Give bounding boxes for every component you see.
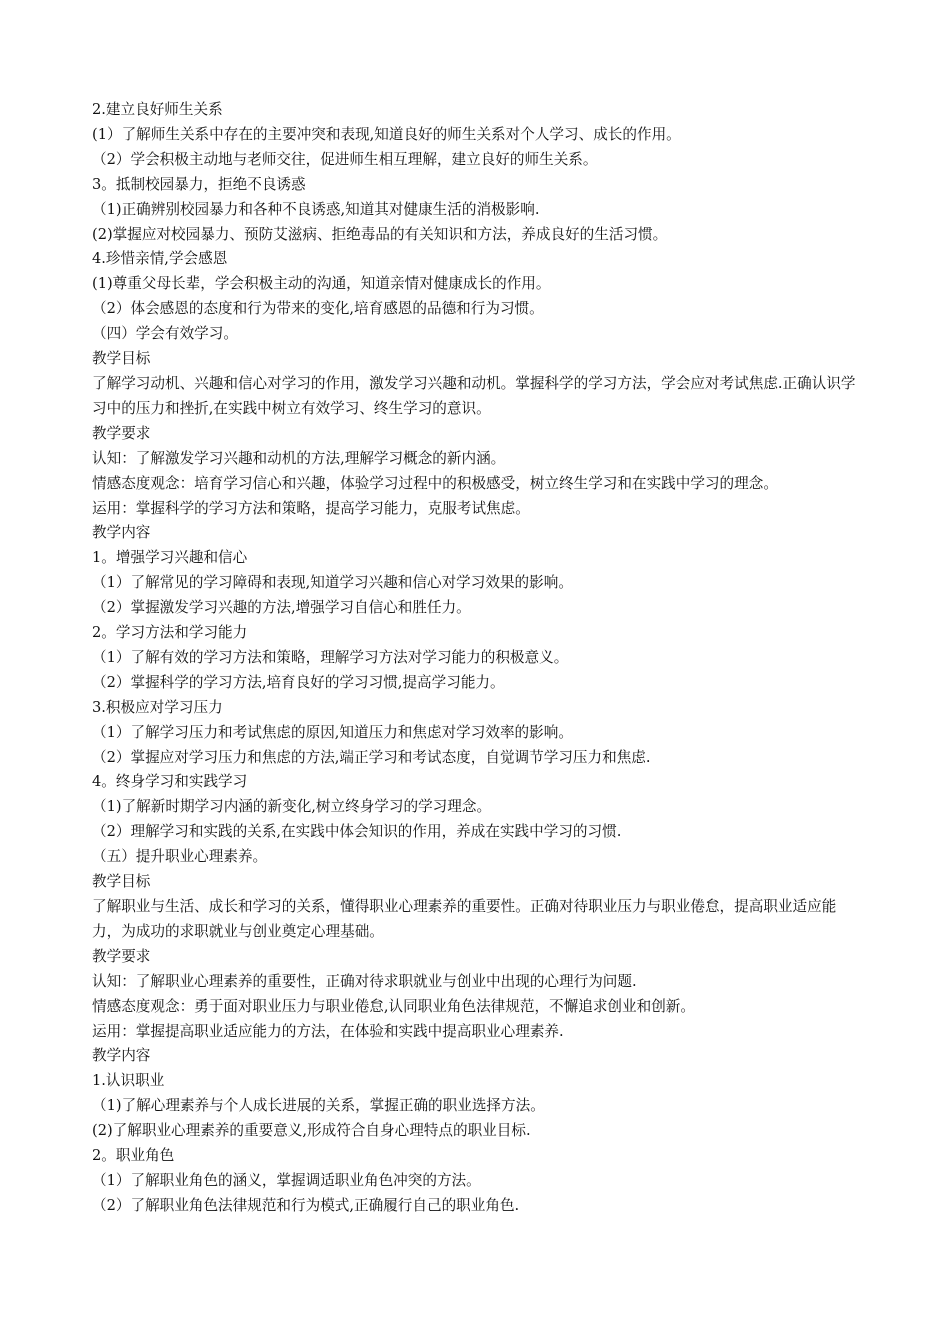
list-item: （1)了解心理素养与个人成长进展的关系，掌握正确的职业选择方法。 xyxy=(92,1097,545,1115)
list-item: （1）了解学习压力和考试焦虑的原因,知道压力和焦虑对学习效率的影响。 xyxy=(92,723,573,741)
section-heading: 4。终身学习和实践学习 xyxy=(92,773,248,791)
subheading: 教学目标 xyxy=(92,873,151,891)
paragraph: 了解学习动机、兴趣和信心对学习的作用，激发学习兴趣和动机。掌握科学的学习方法，学会应对考试焦虑.正确认识学习中的压力和挫折,在实践中树立有效学习、终生学习的意识。 xyxy=(92,374,856,417)
list-item: (2)掌握应对校园暴力、预防艾滋病、拒绝毒品的有关知识和方法，养成良好的生活习惯。 xyxy=(92,225,668,243)
subheading: 教学内容 xyxy=(92,524,151,542)
paragraph: 认知：了解职业心理素养的重要性，正确对待求职就业与创业中出现的心理行为问题. xyxy=(92,972,637,990)
list-item: (1）了解师生关系中存在的主要冲突和表现,知道良好的师生关系对个人学习、成长的作用。 xyxy=(92,125,681,143)
list-item: （2）掌握科学的学习方法,培育良好的学习习惯,提高学习能力。 xyxy=(92,673,505,691)
subheading: 教学要求 xyxy=(92,424,151,442)
list-item: （2）掌握应对学习压力和焦虑的方法,端正学习和考试态度，自觉调节学习压力和焦虑. xyxy=(92,748,651,766)
list-item: （2）了解职业角色法律规范和行为模式,正确履行自己的职业角色. xyxy=(92,1196,520,1214)
list-item: （1)正确辨别校园暴力和各种不良诱惑,知道其对健康生活的消极影响. xyxy=(92,200,540,218)
section-heading: 2。学习方法和学习能力 xyxy=(92,624,248,642)
list-item: （2）学会积极主动地与老师交往，促进师生相互理解，建立良好的师生关系。 xyxy=(92,150,598,168)
section-heading: 1。增强学习兴趣和信心 xyxy=(92,549,248,567)
chapter-heading: （五）提升职业心理素养。 xyxy=(92,848,268,866)
list-item: （2）体会感恩的态度和行为带来的变化,培育感恩的品德和行为习惯。 xyxy=(92,300,544,318)
document-body xyxy=(92,98,862,1219)
section-heading: 3。抵制校园暴力，拒绝不良诱惑 xyxy=(92,175,306,193)
list-item: （2）掌握激发学习兴趣的方法,增强学习自信心和胜任力。 xyxy=(92,599,471,617)
section-heading: 2.建立良好师生关系 xyxy=(92,101,223,118)
paragraph: 运用：掌握科学的学习方法和策略，提高学习能力，克服考试焦虑。 xyxy=(92,499,530,517)
list-item: (1)尊重父母长辈，学会积极主动的沟通，知道亲情对健康成长的作用。 xyxy=(92,275,551,293)
list-item: （1)了解新时期学习内涵的新变化,树立终身学习的学习理念。 xyxy=(92,798,492,816)
list-item: (2)了解职业心理素养的重要意义,形成符合自身心理特点的职业目标. xyxy=(92,1122,531,1140)
list-item: （1）了解常见的学习障碍和表现,知道学习兴趣和信心对学习效果的影响。 xyxy=(92,574,573,592)
section-heading: 2。职业角色 xyxy=(92,1147,175,1165)
subheading: 教学内容 xyxy=(92,1047,151,1065)
paragraph: 运用：掌握提高职业适应能力的方法，在体验和实践中提高职业心理素养. xyxy=(92,1022,564,1040)
paragraph: 认知：了解激发学习兴趣和动机的方法,理解学习概念的新内涵。 xyxy=(92,449,506,467)
chapter-heading: （四）学会有效学习。 xyxy=(92,325,238,343)
section-heading: 1.认识职业 xyxy=(92,1072,165,1090)
subheading: 教学目标 xyxy=(92,350,151,368)
section-heading: 4.珍惜亲情,学会感恩 xyxy=(92,250,228,268)
list-item: （1）了解有效的学习方法和策略，理解学习方法对学习能力的积极意义。 xyxy=(92,648,569,666)
list-item: （1）了解职业角色的涵义，掌握调适职业角色冲突的方法。 xyxy=(92,1171,481,1189)
paragraph: 情感态度观念：培育学习信心和兴趣，体验学习过程中的积极感受，树立终生学习和在实践中学习的理念。 xyxy=(92,474,778,492)
section-heading: 3.积极应对学习压力 xyxy=(92,698,223,716)
paragraph: 了解职业与生活、成长和学习的关系，懂得职业心理素养的重要性。正确对待职业压力与职业倦怠，提高职业适应能力，为成功的求职就业与创业奠定心理基础。 xyxy=(92,898,837,940)
paragraph: 情感态度观念：勇于面对职业压力与职业倦怠,认同职业角色法律规范，不懈追求创业和创新。 xyxy=(92,997,695,1015)
subheading: 教学要求 xyxy=(92,947,151,965)
list-item: （2）理解学习和实践的关系,在实践中体会知识的作用，养成在实践中学习的习惯. xyxy=(92,823,622,841)
